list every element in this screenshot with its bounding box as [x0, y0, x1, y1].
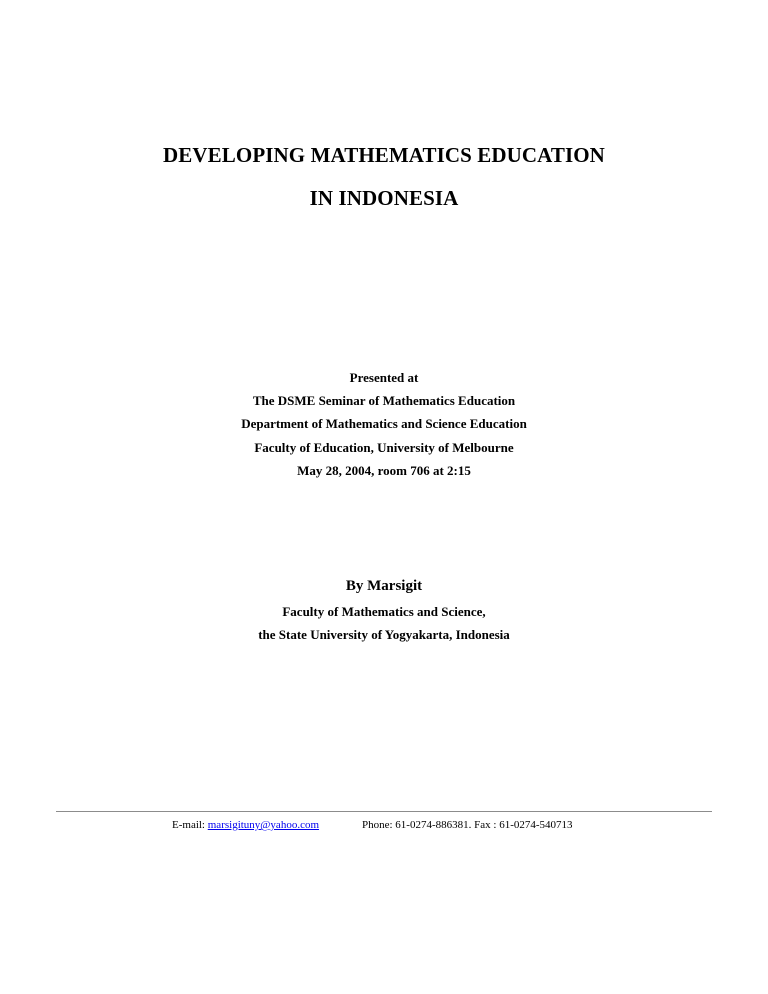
- author-faculty: Faculty of Mathematics and Science,: [282, 604, 486, 619]
- department-name: Department of Mathematics and Science Education: [241, 416, 527, 431]
- footer-divider: [56, 811, 712, 812]
- footer-phone-fax: Phone: 61-0274-886381. Fax : 61-0274-540713: [362, 819, 573, 831]
- email-link[interactable]: marsigituny@yahoo.com: [207, 819, 320, 831]
- author-byline: By Marsigit: [345, 578, 423, 594]
- author-university: the State University of Yogyakarta, Indonesia: [258, 627, 510, 642]
- email-label: E-mail:: [172, 819, 208, 831]
- footer-email: [172, 819, 319, 831]
- seminar-name: The DSME Seminar of Mathematics Education: [252, 393, 516, 408]
- presented-at-label: Presented at: [349, 370, 419, 385]
- title-line-1: DEVELOPING MATHEMATICS EDUCATION: [163, 143, 605, 167]
- faculty-university: Faculty of Education, University of Melbourne: [254, 440, 514, 455]
- presentation-date-room: May 28, 2004, room 706 at 2:15: [297, 463, 471, 478]
- title-line-2: IN INDONESIA: [309, 186, 459, 210]
